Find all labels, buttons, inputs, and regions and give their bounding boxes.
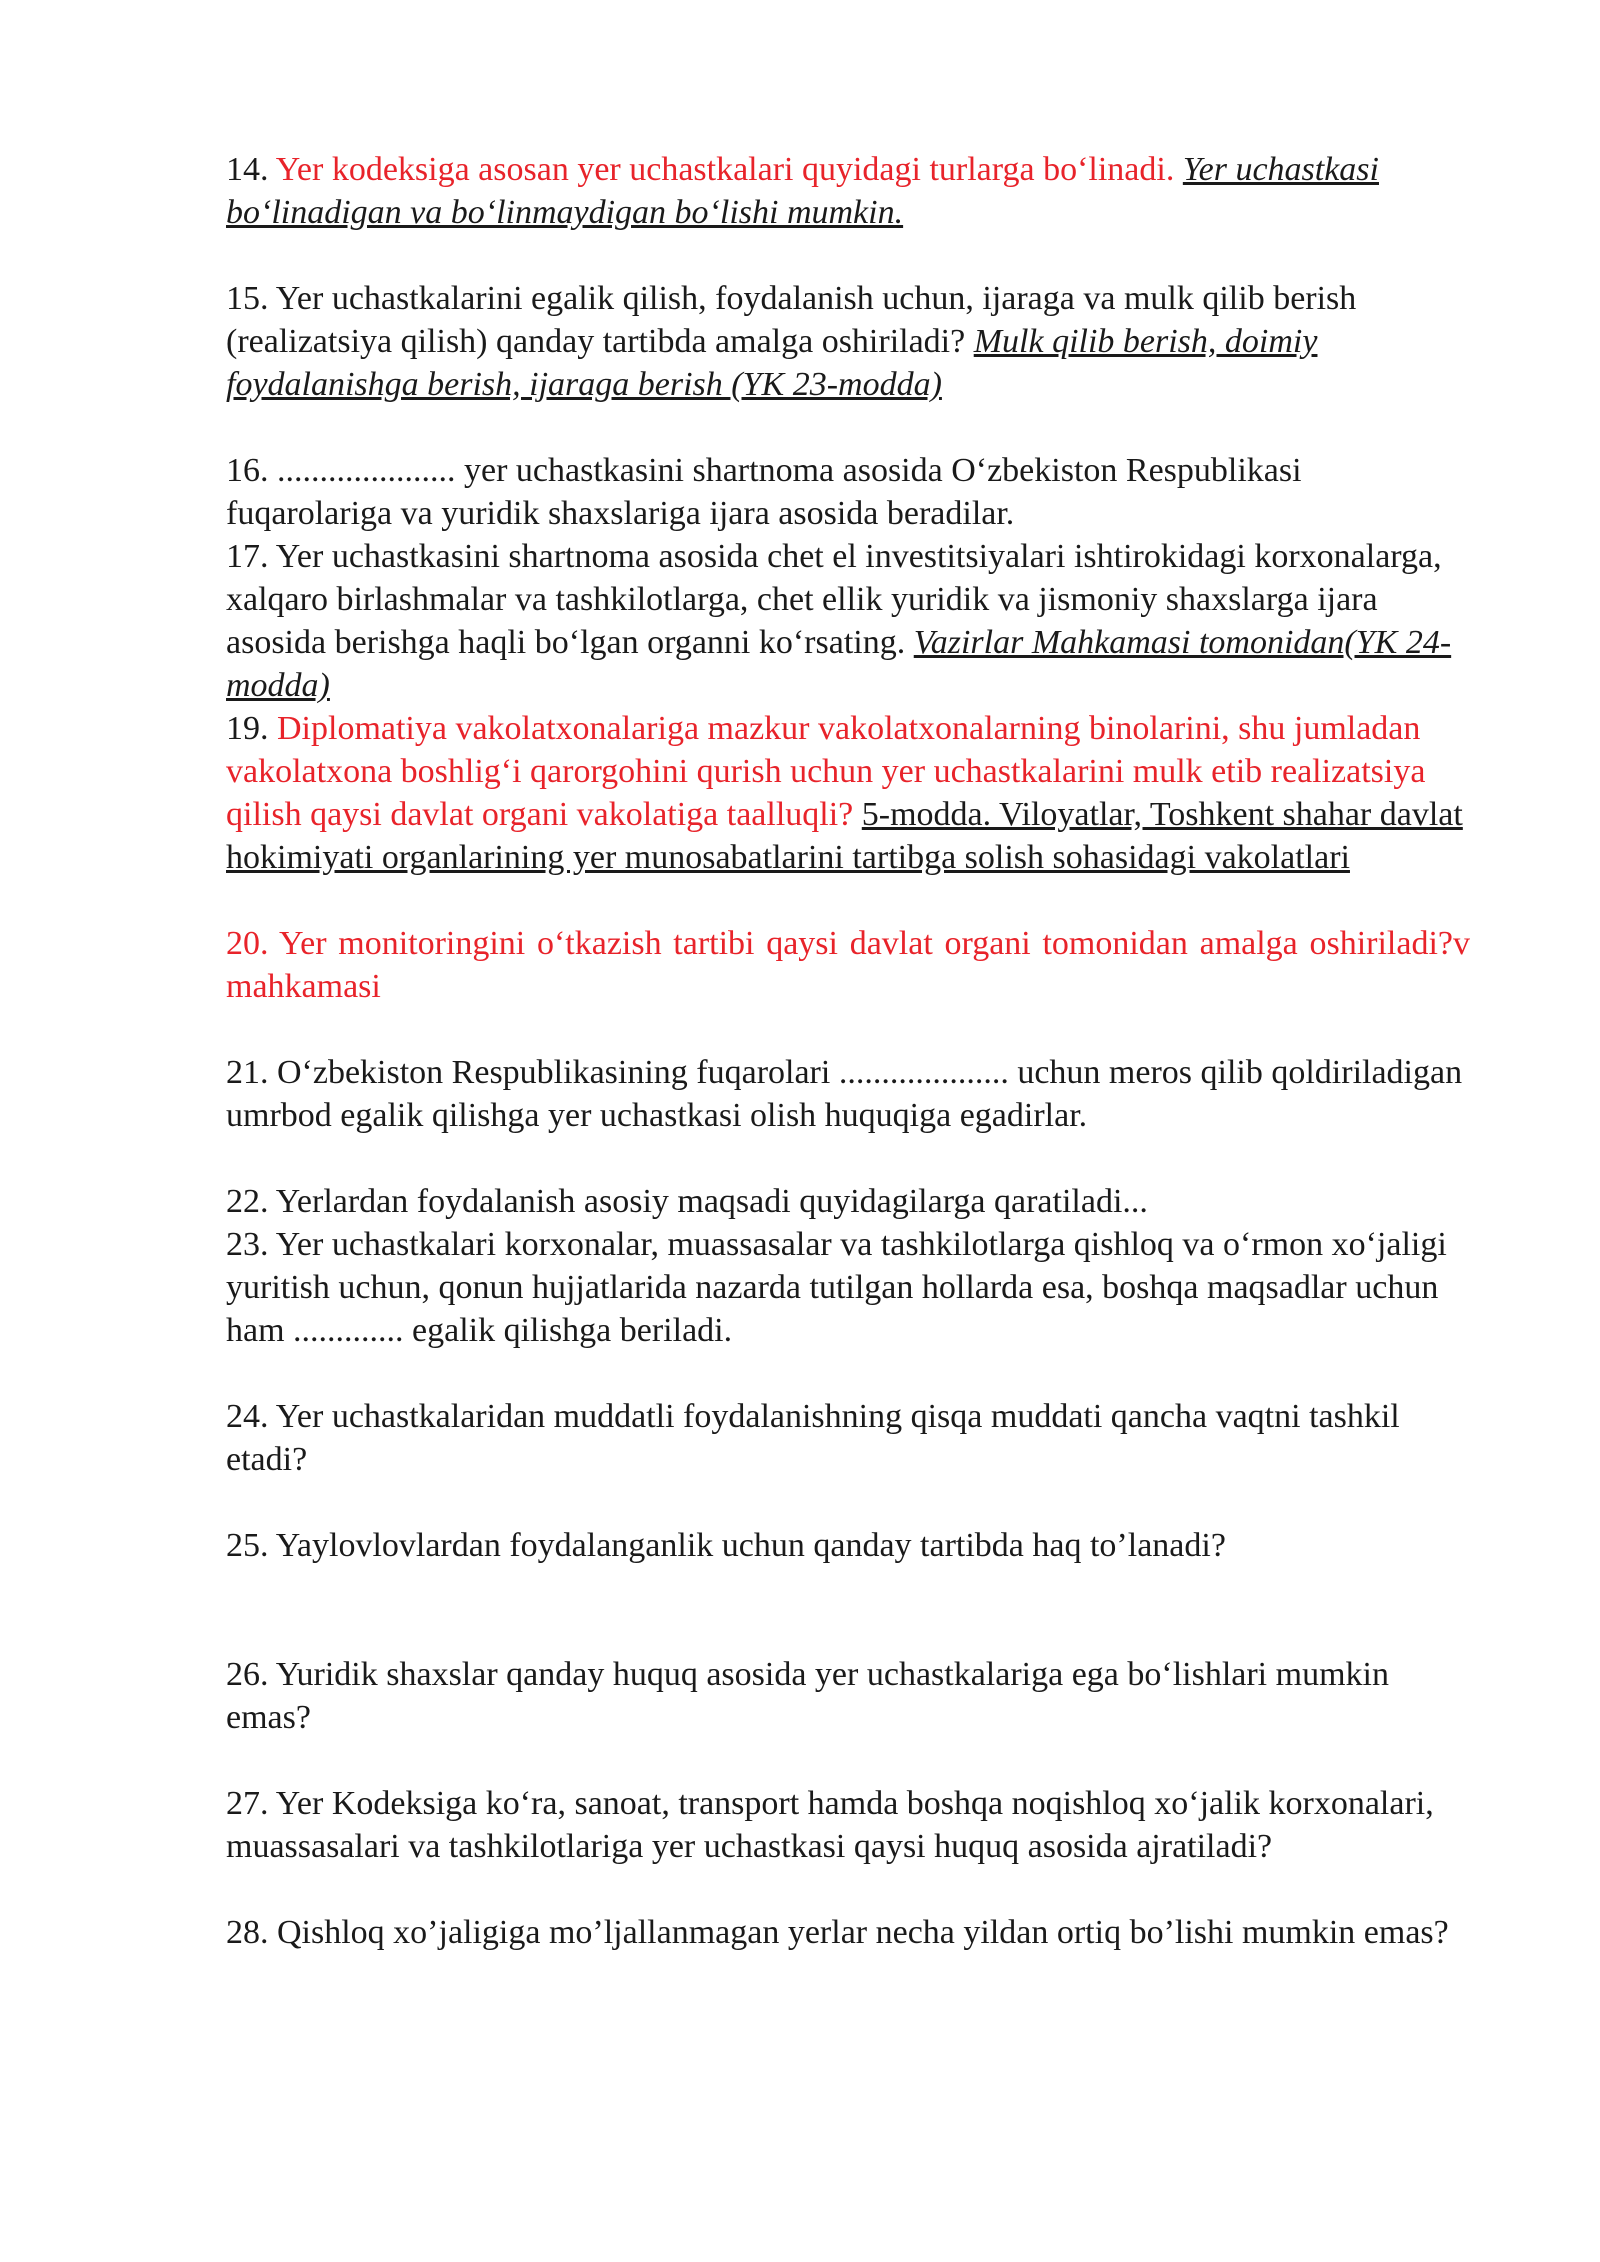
- question-text: O‘zbekiston Respublikasining fuqarolari .................... uchun meros qilib qoldiriladigan umrbod egalik qilishga yer uchastkasi olish huquqiga egadirlar.: [226, 1054, 1463, 1134]
- answer-text: Yer uchastkasi bo‘linadigan va bo‘linmaydigan bo‘lishi mumkin.: [226, 151, 1379, 231]
- question-20: [226, 922, 1470, 1008]
- question-text: Yer monitoringini o‘tkazish tartibi qaysi davlat organi tomonidan amalga oshiriladi?v mahkamasi: [226, 925, 1471, 1005]
- question-15: [226, 277, 1470, 406]
- question-text: Qishloq xo’jaligiga mo’ljallanmagan yerlar necha yildan ortiq bo’lishi mumkin emas?: [277, 1914, 1449, 1951]
- question-number: 24.: [226, 1398, 269, 1435]
- question-text: Yer uchastkalari korxonalar, muassasalar va tashkilotlarga qishloq va o‘rmon xo‘jaligi yuritish uchun, qonun hujjatlarida nazarda tutilgan hollarda esa, boshqa maqsadlar uchun ham ............. egalik qilishga beriladi.: [226, 1226, 1447, 1349]
- question-27: [226, 1782, 1470, 1868]
- question-number: 17.: [226, 538, 269, 575]
- question-16: [226, 449, 1470, 535]
- question-number: 16.: [226, 452, 269, 489]
- question-26: [226, 1653, 1470, 1739]
- question-text: Yerlardan foydalanish asosiy maqsadi quyidagilarga qaratiladi...: [275, 1183, 1148, 1220]
- question-21: [226, 1051, 1470, 1137]
- question-number: 22.: [226, 1183, 269, 1220]
- question-text: Diplomatiya vakolatxonalariga mazkur vakolatxonalarning binolarini, shu jumladan vakolatxona boshlig‘i qarorgohini qurish uchun yer uchastkalarini mulk etib realizatsiya qilish qaysi davlat organi vakolatiga taalluqli?: [226, 710, 1426, 833]
- answer-text: Vazirlar Mahkamasi tomonidan(YK 24-modda): [226, 624, 1452, 704]
- question-24: [226, 1395, 1470, 1481]
- answer-text: 5-modda. Viloyatlar, Toshkent shahar davlat hokimiyati organlarining yer munosabatlarini tartibga solish sohasidagi vakolatlari: [226, 796, 1463, 876]
- question-17: [226, 535, 1470, 707]
- question-number: 25.: [226, 1527, 269, 1564]
- question-number: 23.: [226, 1226, 269, 1263]
- question-text: Yer kodeksiga asosan yer uchastkalari quyidagi turlarga bo‘linadi.: [275, 151, 1175, 188]
- question-23: [226, 1223, 1470, 1352]
- question-number: 21.: [226, 1054, 269, 1091]
- question-text: Yer uchastkalaridan muddatli foydalanishning qisqa muddati qancha vaqtni tashkil etadi?: [226, 1398, 1400, 1478]
- document-page: [226, 148, 1470, 1954]
- question-number: 15.: [226, 280, 269, 317]
- answer-text: Mulk qilib berish, doimiy foydalanishga berish, ijaraga berish (YK 23-modda): [226, 323, 1318, 403]
- question-text: Yer uchastkasini shartnoma asosida chet el investitsiyalari ishtirokidagi korxonalarga, xalqaro birlashmalar va tashkilotlarga, chet ellik yuridik va jismoniy shaxslarga ijara asosida berishga haqli bo‘lgan organni ko‘rsating.: [226, 538, 1442, 661]
- question-number: 26.: [226, 1656, 269, 1693]
- question-number: 20.: [226, 925, 269, 962]
- question-text: Yaylovlovlardan foydalanganlik uchun qanday tartibda haq to’lanadi?: [275, 1527, 1226, 1564]
- question-14: [226, 148, 1470, 234]
- question-text: ..................... yer uchastkasini shartnoma asosida O‘zbekiston Respublikasi fuqarolariga va yuridik shaxslariga ijara asosida beradilar.: [226, 452, 1302, 532]
- question-19: [226, 707, 1470, 879]
- question-text: Yer uchastkalarini egalik qilish, foydalanish uchun, ijaraga va mulk qilib berish (realizatsiya qilish) qanday tartibda amalga oshiriladi?: [226, 280, 1357, 360]
- question-text: Yer Kodeksiga ko‘ra, sanoat, transport hamda boshqa noqishloq xo‘jalik korxonalari, muassasalari va tashkilotlariga yer uchastkasi qaysi huquq asosida ajratiladi?: [226, 1785, 1434, 1865]
- question-25: [226, 1524, 1470, 1567]
- question-number: 14.: [226, 151, 269, 188]
- question-number: 27.: [226, 1785, 269, 1822]
- question-28: [226, 1911, 1470, 1954]
- question-22: [226, 1180, 1470, 1223]
- question-number: 28.: [226, 1914, 269, 1951]
- question-text: Yuridik shaxslar qanday huquq asosida yer uchastkalariga ega bo‘lishlari mumkin emas?: [226, 1656, 1389, 1736]
- question-number: 19.: [226, 710, 269, 747]
